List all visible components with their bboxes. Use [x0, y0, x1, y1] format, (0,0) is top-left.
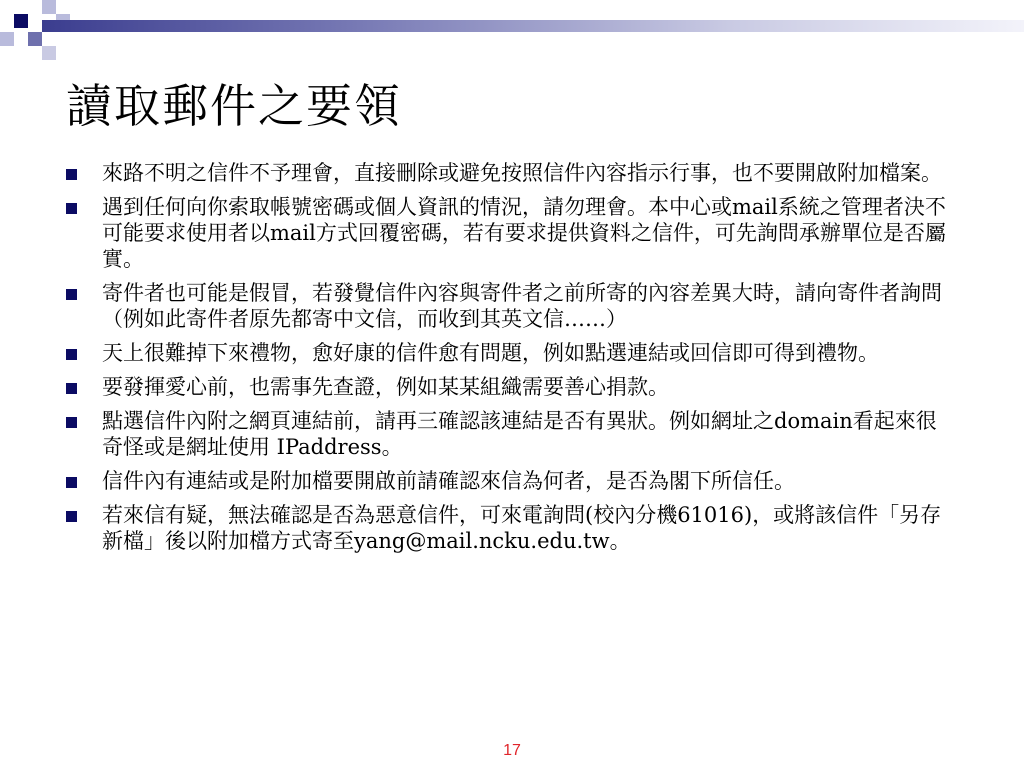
list-item: 若來信有疑，無法確認是否為惡意信件，可來電詢問(校內分機61016)，或將該信件「另存新檔」後以附加檔方式寄至yang@mail.ncku.edu.tw。: [66, 502, 956, 554]
list-item: 天上很難掉下來禮物，愈好康的信件愈有問題，例如點選連結或回信即可得到禮物。: [66, 340, 956, 366]
decor-square-light: [42, 0, 56, 14]
list-item: 要發揮愛心前，也需事先查證，例如某某組織需要善心捐款。: [66, 374, 956, 400]
header-gradient-bar: [42, 20, 1024, 32]
square-bullet-icon: [66, 349, 77, 360]
page-number: 17: [503, 742, 521, 759]
decor-square-light: [42, 46, 56, 60]
square-bullet-icon: [66, 477, 77, 488]
square-bullet-icon: [66, 417, 77, 428]
list-item: 點選信件內附之網頁連結前，請再三確認該連結是否有異狀。例如網址之domain看起來很奇怪或是網址使用 IPaddress。: [66, 408, 956, 460]
bullet-list: [66, 160, 956, 562]
list-item: 來路不明之信件不予理會，直接刪除或避免按照信件內容指示行事，也不要開啟附加檔案。: [66, 160, 956, 186]
slide-title: 讀取郵件之要領: [66, 79, 402, 133]
list-item: 信件內有連結或是附加檔要開啟前請確認來信為何者，是否為閣下所信任。: [66, 468, 956, 494]
square-bullet-icon: [66, 511, 77, 522]
decor-square-mid: [28, 32, 42, 46]
decor-square-light: [0, 32, 14, 46]
square-bullet-icon: [66, 169, 77, 180]
square-bullet-icon: [66, 383, 77, 394]
list-item: 遇到任何向你索取帳號密碼或個人資訊的情況，請勿理會。本中心或mail系統之管理者決不可能要求使用者以mail方式回覆密碼，若有要求提供資料之信件，可先詢問承辦單位是否屬實。: [66, 194, 956, 272]
square-bullet-icon: [66, 289, 77, 300]
decor-square-dark: [14, 14, 28, 28]
list-item: 寄件者也可能是假冒，若發覺信件內容與寄件者之前所寄的內容差異大時，請向寄件者詢問（例如此寄件者原先都寄中文信，而收到其英文信……）: [66, 280, 956, 332]
square-bullet-icon: [66, 203, 77, 214]
